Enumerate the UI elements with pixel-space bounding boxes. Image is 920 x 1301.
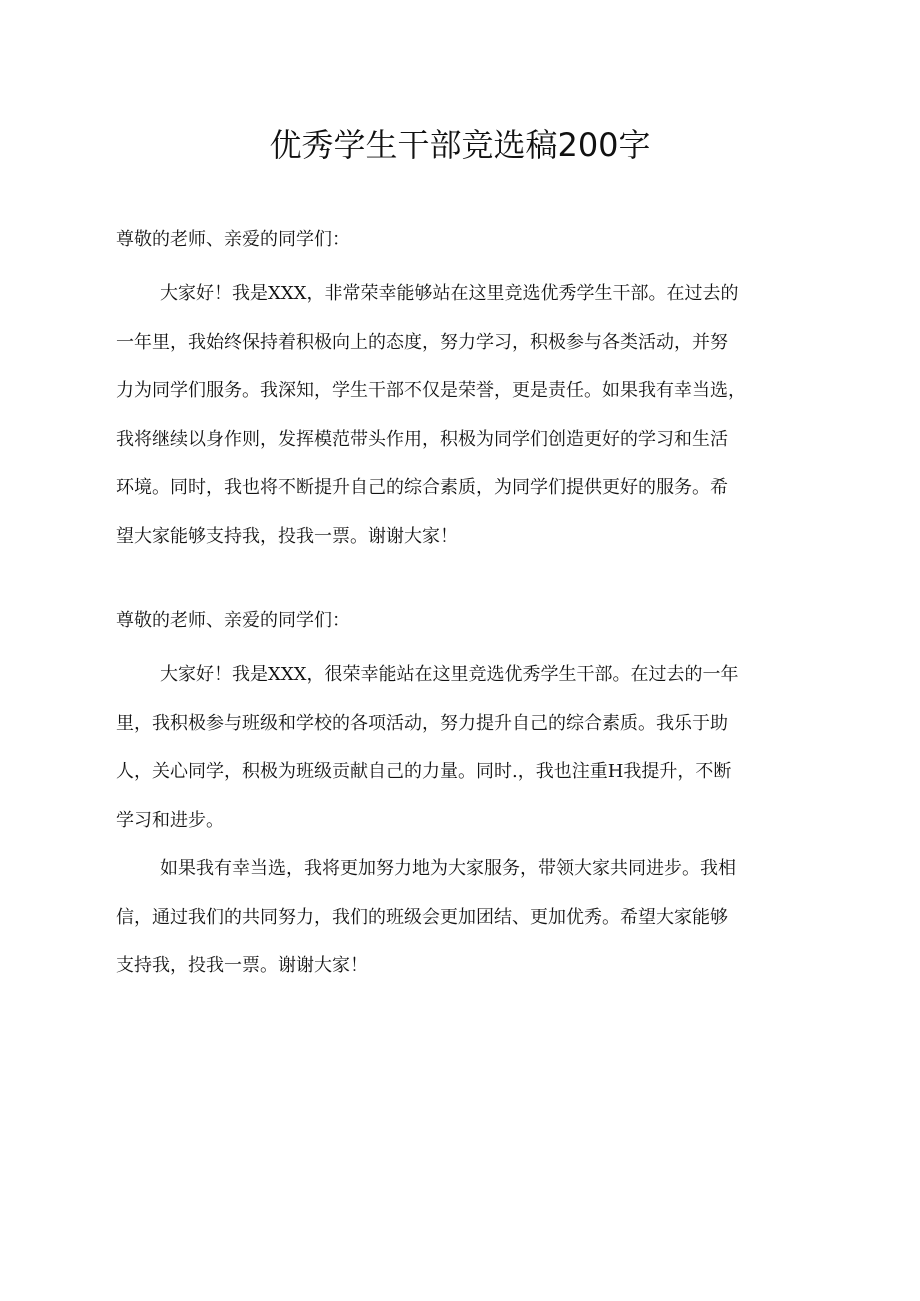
- text-line: 里，我积极参与班级和学校的各项活动，努力提升自己的综合素质。我乐于助: [116, 712, 728, 734]
- text-line: 大家好！我是XXX，很荣幸能站在这里竞选优秀学生干部。在过去的一年: [160, 664, 739, 685]
- text-line: 我将继续以身作则，发挥模范带头作用，积极为同学们创造更好的学习和生活: [116, 428, 728, 450]
- paragraph: [116, 845, 806, 991]
- document-title: 优秀学生干部竞选稿200字: [269, 126, 651, 164]
- text-line: 人，关心同学，积极为班级贡献自己的力量。同时.，我也注重H我提升，不断: [116, 761, 732, 782]
- text-line: 支持我，投我一票。谢谢大家！: [116, 955, 368, 976]
- text-line: 一年里，我始终保持着积极向上的态度，努力学习，积极参与各类活动，并努: [116, 331, 728, 353]
- greeting: 尊敬的老师、亲爱的同学们：: [116, 229, 350, 250]
- text-line: 学习和进步。: [116, 809, 224, 831]
- text-line: 环境。同时，我也将不断提升自己的综合素质，为同学们提供更好的服务。希: [116, 477, 728, 498]
- text-line: 如果我有幸当选，我将更加努力地为大家服务，带领大家共同进步。我相: [160, 858, 736, 879]
- speech-section-2: [116, 603, 806, 991]
- speech-section-1: [116, 222, 806, 561]
- paragraph: [116, 270, 806, 561]
- text-line: 信，通过我们的共同努力，我们的班级会更加团结、更加优秀。希望大家能够: [116, 906, 728, 928]
- text-line: 大家好！我是XXX，非常荣幸能够站在这里竞选优秀学生干部。在过去的: [160, 283, 739, 304]
- text-line: 力为同学们服务。我深知，学生干部不仅是荣誉，更是责任。如果我有幸当选，: [116, 380, 746, 401]
- text-line: 望大家能够支持我，投我一票。谢谢大家！: [116, 525, 458, 547]
- paragraph: [116, 651, 806, 845]
- greeting: 尊敬的老师、亲爱的同学们：: [116, 610, 350, 631]
